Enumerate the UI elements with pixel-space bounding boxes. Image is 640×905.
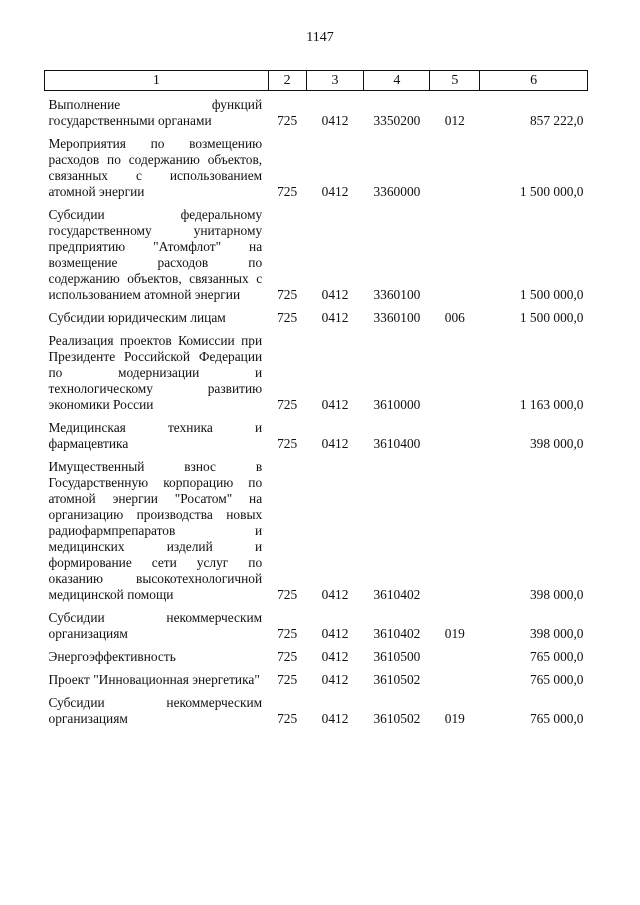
item-name: Субсидии некоммерческим организациям bbox=[48, 695, 263, 726]
table-row bbox=[45, 665, 588, 688]
target-article-code: 3610000 bbox=[373, 397, 421, 412]
item-name: Реализация проектов Комиссии при Президенте Российской Федерации по модернизации и технологическому развитию экономики России bbox=[48, 333, 263, 412]
ministry-code: 725 bbox=[277, 287, 298, 302]
section-code: 0412 bbox=[321, 397, 349, 412]
table-row bbox=[45, 688, 588, 727]
table-row bbox=[45, 452, 588, 603]
amount: 857 222,0 bbox=[529, 113, 584, 128]
table-header bbox=[45, 71, 588, 91]
amount: 765 000,0 bbox=[529, 672, 584, 687]
target-article-code: 3610402 bbox=[373, 587, 421, 602]
expense-type-code bbox=[430, 413, 480, 452]
table-row bbox=[45, 603, 588, 642]
ministry-code: 725 bbox=[277, 184, 298, 199]
table-row bbox=[45, 200, 588, 303]
expense-type-code: 006 bbox=[444, 310, 465, 325]
table-row bbox=[45, 326, 588, 413]
table-row bbox=[45, 129, 588, 200]
amount: 1 500 000,0 bbox=[519, 184, 584, 199]
section-code: 0412 bbox=[321, 287, 349, 302]
table-row bbox=[45, 303, 588, 326]
section-code: 0412 bbox=[321, 711, 349, 726]
expense-type-code: 012 bbox=[444, 113, 465, 128]
section-code: 0412 bbox=[321, 436, 349, 451]
amount: 398 000,0 bbox=[529, 587, 584, 602]
header-col-4: 4 bbox=[364, 71, 430, 91]
ministry-code: 725 bbox=[277, 397, 298, 412]
table-row bbox=[45, 413, 588, 452]
amount: 765 000,0 bbox=[529, 649, 584, 664]
expense-type-code bbox=[430, 665, 480, 688]
amount: 1 500 000,0 bbox=[519, 287, 584, 302]
header-col-3: 3 bbox=[306, 71, 364, 91]
section-code: 0412 bbox=[321, 113, 349, 128]
header-col-2: 2 bbox=[268, 71, 306, 91]
item-name: Мероприятия по возмещению расходов по содержанию объектов, связанных с использованием атомной энергии bbox=[48, 136, 263, 199]
ministry-code: 725 bbox=[277, 587, 298, 602]
table-row bbox=[45, 642, 588, 665]
amount: 1 500 000,0 bbox=[519, 310, 584, 325]
target-article-code: 3610500 bbox=[373, 649, 421, 664]
amount: 765 000,0 bbox=[529, 711, 584, 726]
section-code: 0412 bbox=[321, 184, 349, 199]
item-name: Субсидии юридическим лицам bbox=[48, 310, 226, 325]
expense-type-code bbox=[430, 129, 480, 200]
table-row bbox=[45, 91, 588, 130]
header-col-5: 5 bbox=[430, 71, 480, 91]
ministry-code: 725 bbox=[277, 310, 298, 325]
expense-type-code bbox=[430, 326, 480, 413]
expense-type-code bbox=[430, 452, 480, 603]
amount: 1 163 000,0 bbox=[519, 397, 584, 412]
item-name: Субсидии федеральному государственному унитарному предприятию "Атомфлот" на возмещение расходов по содержанию объектов, связанных с использованием атомной энергии bbox=[48, 207, 263, 302]
target-article-code: 3360000 bbox=[373, 184, 421, 199]
target-article-code: 3610400 bbox=[373, 436, 421, 451]
page-number: 1147 bbox=[306, 30, 334, 45]
ministry-code: 725 bbox=[277, 649, 298, 664]
ministry-code: 725 bbox=[277, 436, 298, 451]
amount: 398 000,0 bbox=[529, 436, 584, 451]
section-code: 0412 bbox=[321, 587, 349, 602]
section-code: 0412 bbox=[321, 672, 349, 687]
expense-type-code: 019 bbox=[444, 711, 465, 726]
ministry-code: 725 bbox=[277, 626, 298, 641]
item-name: Энергоэффективность bbox=[48, 649, 176, 664]
item-name: Проект "Инновационная энергетика" bbox=[48, 672, 260, 687]
item-name: Имущественный взнос в Государственную корпорацию по атомной энергии "Росатом" на организацию производства новых радиофармпрепаратов и медицинских изделий и формирование сети услуг по оказанию высокотехнологичной медицинской помощи bbox=[48, 459, 263, 602]
budget-table bbox=[44, 70, 588, 727]
amount: 398 000,0 bbox=[529, 626, 584, 641]
expense-type-code bbox=[430, 642, 480, 665]
table-body bbox=[45, 91, 588, 728]
header-col-1: 1 bbox=[45, 71, 269, 91]
section-code: 0412 bbox=[321, 310, 349, 325]
item-name: Медицинская техника и фармацевтика bbox=[48, 420, 263, 451]
expense-type-code: 019 bbox=[444, 626, 465, 641]
header-col-6: 6 bbox=[480, 71, 588, 91]
target-article-code: 3360100 bbox=[373, 310, 421, 325]
item-name: Выполнение функций государственными органами bbox=[48, 97, 263, 128]
target-article-code: 3610502 bbox=[373, 711, 421, 726]
section-code: 0412 bbox=[321, 626, 349, 641]
expense-type-code bbox=[430, 200, 480, 303]
target-article-code: 3610402 bbox=[373, 626, 421, 641]
ministry-code: 725 bbox=[277, 672, 298, 687]
target-article-code: 3360100 bbox=[373, 287, 421, 302]
section-code: 0412 bbox=[321, 649, 349, 664]
ministry-code: 725 bbox=[277, 113, 298, 128]
target-article-code: 3350200 bbox=[373, 113, 421, 128]
item-name: Субсидии некоммерческим организациям bbox=[48, 610, 263, 641]
target-article-code: 3610502 bbox=[373, 672, 421, 687]
ministry-code: 725 bbox=[277, 711, 298, 726]
